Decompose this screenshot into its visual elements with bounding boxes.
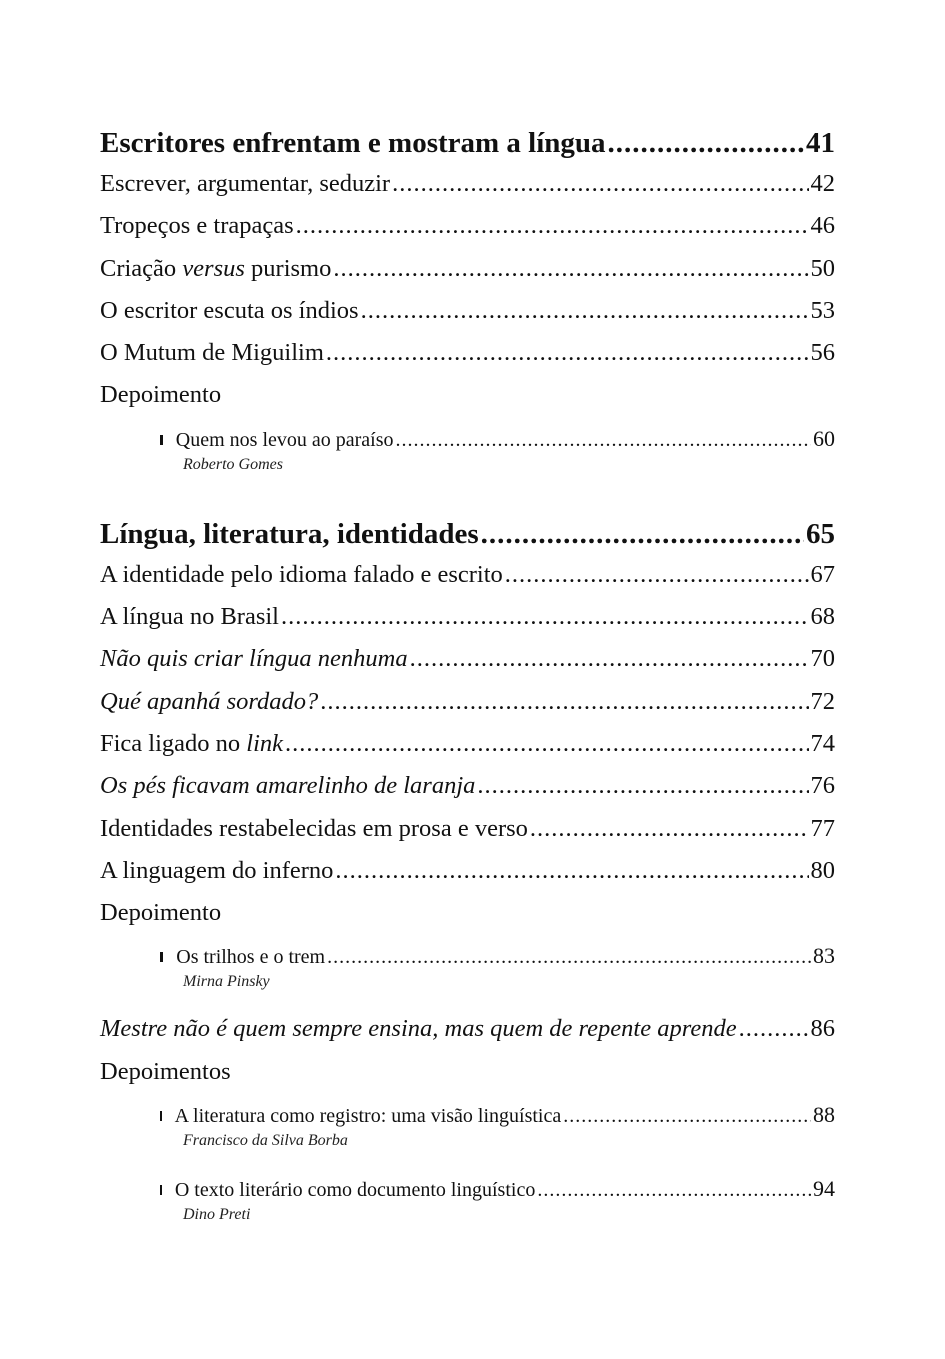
testimony-entry — [160, 1176, 835, 1206]
entry-page: 74 — [810, 729, 835, 757]
entry-title: Qué apanhá sordado? — [100, 687, 319, 715]
testimony-author: Roberto Gomes — [183, 455, 283, 473]
entry-title: Não quis criar língua nenhuma — [100, 645, 408, 673]
entry-page: 86 — [810, 1015, 835, 1043]
entry-page: 46 — [810, 212, 835, 240]
square-bullet-icon — [160, 1185, 162, 1195]
entry-title: A linguagem do inferno — [100, 856, 334, 884]
testimony-entry — [160, 1102, 835, 1132]
testimony-author: Mirna Pinsky — [183, 973, 270, 991]
toc-entry — [100, 339, 835, 381]
dot-leader — [327, 946, 811, 969]
dot-leader — [739, 1015, 809, 1043]
dot-leader — [392, 170, 808, 198]
dot-leader — [296, 212, 809, 240]
testimony-title: Quem nos levou ao paraíso — [175, 428, 394, 451]
entry-title: Criação versus purismo — [100, 254, 332, 282]
chapter-title: Língua, literatura, identidades — [100, 517, 479, 550]
entry-page: 80 — [810, 856, 835, 884]
table-of-contents — [100, 125, 835, 1246]
testimony-page: 88 — [813, 1102, 835, 1128]
testimony-title: A literatura como registro: uma visão linguística — [174, 1105, 562, 1128]
entry-title: Escrever, argumentar, seduzir — [100, 170, 391, 197]
toc-entry — [100, 170, 835, 212]
section-heading: Depoimento — [100, 899, 222, 927]
toc-entry — [100, 772, 835, 814]
entry-page: 68 — [810, 603, 835, 631]
section-heading: Depoimentos — [100, 1057, 231, 1085]
chapter-heading — [100, 518, 835, 561]
square-bullet-icon — [160, 435, 163, 445]
toc-entry — [100, 730, 835, 772]
dot-leader — [530, 815, 809, 843]
dot-leader — [481, 518, 804, 551]
dot-leader — [537, 1179, 811, 1202]
dot-leader — [361, 297, 809, 325]
toc-entry — [100, 603, 835, 645]
toc-entry — [100, 561, 835, 603]
entry-page: 56 — [810, 339, 835, 367]
testimony-author: Dino Preti — [183, 1206, 251, 1224]
dot-leader — [285, 730, 808, 758]
dot-leader — [410, 645, 809, 673]
entry-page: 70 — [810, 645, 835, 673]
toc-entry — [100, 857, 835, 899]
entry-title: O escritor escuta os índios — [100, 296, 359, 324]
toc-entry — [100, 255, 835, 297]
testimony-author: Francisco da Silva Borba — [183, 1132, 348, 1150]
dot-leader — [281, 603, 809, 631]
dot-leader — [505, 561, 809, 589]
toc-entry — [100, 297, 835, 339]
dot-leader — [608, 127, 804, 160]
entry-title: Mestre não é quem sempre ensina, mas quem de repente aprende — [100, 1015, 737, 1043]
chapter-heading — [100, 127, 835, 170]
toc-entry — [100, 1015, 835, 1057]
entry-title: Fica ligado no link — [100, 729, 284, 757]
entry-title: O Mutum de Miguilim — [100, 339, 324, 367]
testimony-entry — [160, 943, 835, 973]
section-heading: Depoimento — [100, 381, 222, 409]
entry-page: 77 — [810, 814, 835, 842]
testimony-page: 94 — [813, 1176, 835, 1202]
dot-leader — [326, 339, 809, 367]
entry-title: A língua no Brasil — [100, 603, 279, 631]
dot-leader — [333, 255, 808, 283]
dot-leader — [563, 1105, 811, 1128]
dot-leader — [477, 772, 808, 800]
entry-title: Os pés ficavam amarelinho de laranja — [100, 772, 476, 800]
toc-entry — [100, 645, 835, 687]
square-bullet-icon — [160, 952, 163, 962]
toc-entry — [100, 688, 835, 730]
entry-title: Identidades restabelecidas em prosa e verso — [100, 814, 528, 842]
entry-page: 67 — [810, 560, 835, 588]
entry-page: 53 — [810, 296, 835, 324]
testimony-page: 60 — [813, 425, 835, 451]
dot-leader — [396, 429, 811, 452]
chapter-title: Escritores enfrentam e mostram a língua — [100, 127, 606, 159]
dot-leader — [320, 688, 808, 716]
entry-page: 76 — [810, 772, 835, 800]
entry-title: A identidade pelo idioma falado e escrito — [100, 560, 503, 588]
testimony-title: O texto literário como documento linguístico — [174, 1179, 536, 1202]
toc-entry — [100, 815, 835, 857]
dot-leader — [335, 857, 808, 885]
entry-title: Tropeços e trapaças — [100, 212, 294, 240]
entry-page: 50 — [810, 254, 835, 282]
chapter-page: 65 — [806, 517, 835, 550]
testimony-entry — [160, 426, 835, 456]
chapter-page: 41 — [806, 127, 835, 159]
toc-entry — [100, 212, 835, 254]
testimony-title: Os trilhos e o trem — [176, 946, 326, 969]
entry-page: 42 — [810, 170, 835, 197]
testimony-page: 83 — [813, 943, 835, 969]
square-bullet-icon — [160, 1111, 162, 1121]
entry-page: 72 — [810, 687, 835, 715]
